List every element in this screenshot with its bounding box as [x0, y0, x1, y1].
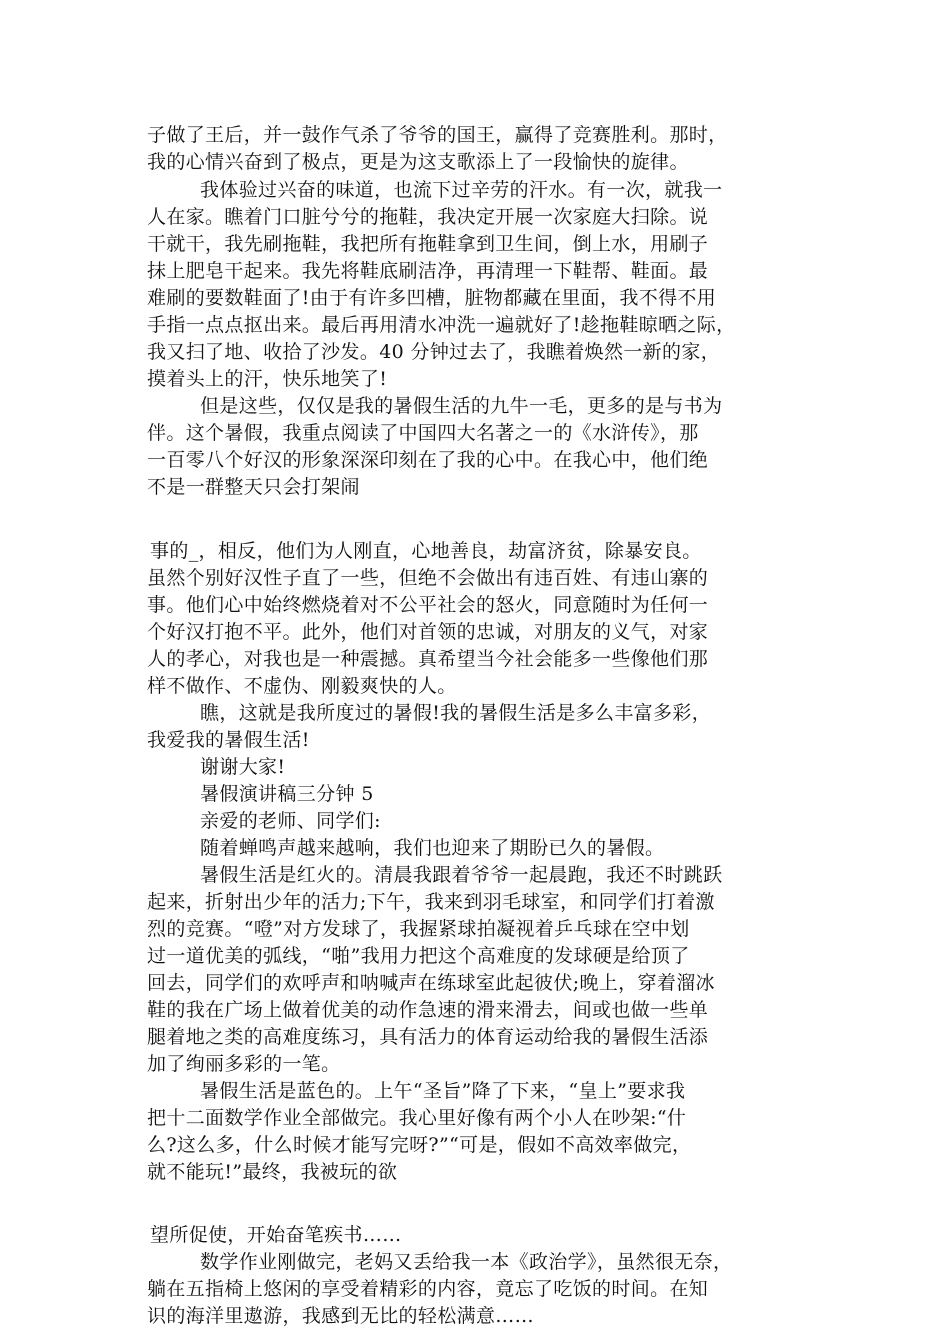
text-line: 子做了王后，并一鼓作气杀了爷爷的国王，赢得了竞赛胜利。那时，	[147, 124, 728, 146]
text-line: 烈的竞赛。“噔”对方发球了，我握紧球拍凝视着乒乓球在空中划	[147, 918, 690, 940]
salutation: 亲爱的老师、同学们:	[200, 810, 381, 832]
text-line: 望所促使，开始奋笔疾书……	[150, 1224, 402, 1246]
section-heading: 暑假演讲稿三分钟 5	[200, 783, 374, 805]
text-line: 手指一点点抠出来。最后再用清水冲洗一遍就好了!趁拖鞋晾晒之际，	[147, 314, 736, 336]
text-line: 事。他们心中始终燃烧着对不公平社会的怒火，同意随时为任何一	[147, 594, 709, 616]
text-line: 摸着头上的汗，快乐地笑了!	[147, 368, 388, 390]
text-line: 一百零八个好汉的形象深深印刻在了我的心中。在我心中，他们绝	[147, 449, 709, 471]
text-line: 伴。这个暑假，我重点阅读了中国四大名著之一的《水浒传》，那	[147, 422, 699, 444]
text-line: 随着蝉鸣声越来越响，我们也迎来了期盼已久的暑假。	[200, 837, 665, 859]
text-line: 虽然个别好汉性子直了一些，但绝不会做出有违百姓、有违山寨的	[147, 567, 709, 589]
text-line: 我又扫了地、收拾了沙发。40 分钟过去了，我瞧着焕然一新的家，	[147, 341, 721, 363]
text-line: 数学作业刚做完，老妈又丢给我一本《政治学》，虽然很无奈，	[200, 1251, 733, 1273]
text-line: 但是这些，仅仅是我的暑假生活的九牛一毛，更多的是与书为	[200, 395, 723, 417]
text-line: 抹上肥皂干起来。我先将鞋底刷洁净，再清理一下鞋帮、鞋面。最	[147, 260, 709, 282]
text-line: 干就干，我先刷拖鞋，我把所有拖鞋拿到卫生间，倒上水，用刷子	[147, 233, 709, 255]
text-line: 样不做作、不虚伪、刚毅爽快的人。	[147, 675, 457, 697]
text-line: 把十二面数学作业全部做完。我心里好像有两个小人在吵架:“什	[147, 1107, 687, 1129]
text-line: 瞧，这就是我所度过的暑假!我的暑假生活是多么丰富多彩，	[200, 702, 712, 724]
text-line: 躺在五指椅上悠闲的享受着精彩的内容，竟忘了吃饭的时间。在知	[147, 1278, 709, 1300]
text-line: 暑假生活是红火的。清晨我跟着爷爷一起晨跑，我还不时跳跃	[200, 864, 723, 886]
text-line: 人的孝心，对我也是一种震撼。真希望当今社会能多一些像他们那	[147, 648, 709, 670]
text-line: 识的海洋里遨游，我感到无比的轻松满意……	[147, 1305, 535, 1327]
text-line: 暑假生活是蓝色的。上午“圣旨”降了下来，“皇上”要求我	[200, 1080, 686, 1102]
text-line: 难刷的要数鞋面了!由于有许多凹槽，脏物都藏在里面，我不得不用	[147, 287, 717, 309]
text-line: 人在家。瞧着门口脏兮兮的拖鞋，我决定开展一次家庭大扫除。说	[147, 206, 709, 228]
text-line: 起来，折射出少年的活力;下午，我来到羽毛球室，和同学们打着激	[147, 891, 715, 913]
text-line: 事的_，相反，他们为人刚直，心地善良，劫富济贫，除暴安良。	[150, 540, 702, 562]
text-line: 么?这么多，什么时候才能写完呀?”“可是，假如不高效率做完，	[147, 1134, 692, 1156]
text-line: 过一道优美的弧线，“啪”我用力把这个高难度的发球硬是给顶了	[147, 945, 690, 967]
text-line: 鞋的我在广场上做着优美的动作急速的滑来滑去，间或也做一些单	[147, 999, 709, 1021]
text-line: 谢谢大家!	[200, 756, 286, 778]
text-line: 我爱我的暑假生活!	[147, 729, 310, 751]
text-line: 就不能玩!”最终，我被玩的欲	[147, 1161, 398, 1183]
text-line: 腿着地之类的高难度练习，具有活力的体育运动给我的暑假生活添	[147, 1026, 709, 1048]
text-line: 个好汉打抱不平。此外，他们对首领的忠诚，对朋友的义气，对家	[147, 621, 709, 643]
text-line: 我的心情兴奋到了极点，更是为这支歌添上了一段愉快的旋律。	[147, 151, 689, 173]
text-line: 回去，同学们的欢呼声和呐喊声在练球室此起彼伏;晚上，穿着溜冰	[147, 972, 715, 994]
text-line: 不是一群整天只会打架闹	[147, 476, 360, 498]
text-line: 我体验过兴奋的味道，也流下过辛劳的汗水。有一次，就我一	[200, 179, 723, 201]
text-line: 加了绚丽多彩的一笔。	[147, 1053, 341, 1075]
